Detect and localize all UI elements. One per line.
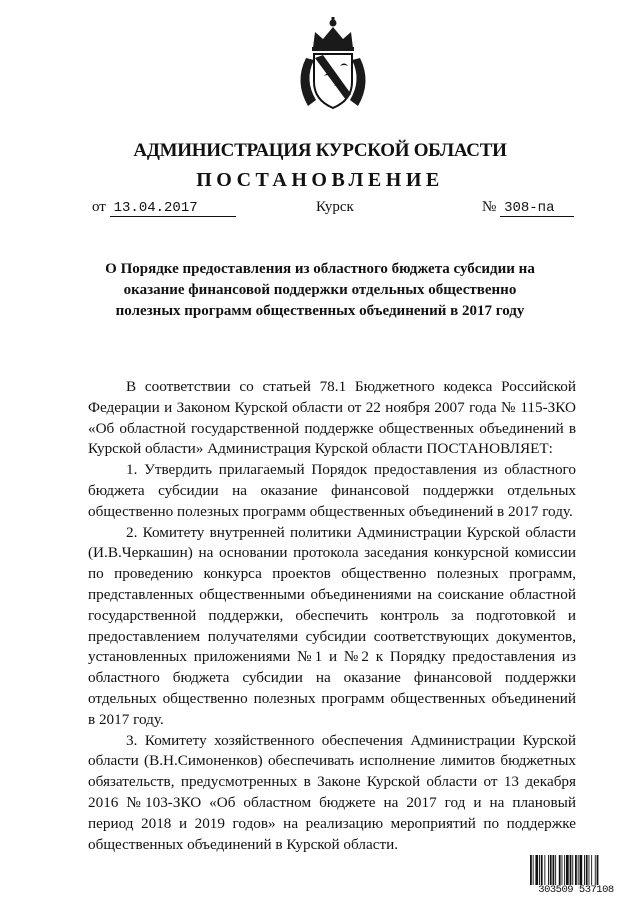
paragraph-item-3: 3. Комитету хозяйственного обеспечения Администрации Курской области (В.Н.Симоненков) обеспечивать исполнение лимитов бюджетных обязательств, предусмотренных в Законе Курской области от 13 декабря 2016 №103-ЗКО «Об областном бюджете на 2017 год и на плановый период 2018 и 2019 годов» на реализацию мероприятий по поддержке общественных объединений в Курской области. xyxy=(88,731,576,853)
paragraph-item-2: 2. Комитету внутренней политики Администрации Курской области (И.В.Черкашин) на основании протокола заседания конкурсной комиссии по проведению конкурса проектов общественно полезных программ, представленных общественными объединениями на соискание областной государственной поддержки, обеспечить контроль за подготовкой и предоставлением получателями субсидии соответствующих документов, установленных приложениями №1 и №2 к Порядку предоставления из областного бюджета субсидии на оказание финансовой поддержки отдельных общественно полезных программ общественных объединений в 2017 году. xyxy=(88,523,576,728)
paragraph-item-1: 1. Утвердить прилагаемый Порядок предоставления из областного бюджета субсидии на оказание финансовой поддержки отдельных общественно полезных программ общественных объединений в 2017 году. xyxy=(88,461,576,520)
barcode-number: 303509 537108 xyxy=(538,884,614,896)
document-body xyxy=(88,377,576,855)
barcode-bars-icon xyxy=(529,855,623,885)
document-number: 308-па xyxy=(500,200,574,217)
date-prefix: от xyxy=(92,199,106,215)
barcode xyxy=(529,855,623,897)
organization-title: АДМИНИСТРАЦИЯ КУРСКОЙ ОБЛАСТИ xyxy=(133,140,507,161)
coat-of-arms-icon xyxy=(290,14,376,112)
number-prefix: № xyxy=(482,199,497,215)
document-date: 13.04.2017 xyxy=(110,200,236,217)
number-field xyxy=(482,199,574,217)
document-subject: О Порядке предоставления из областного бюджета субсидии на оказание финансовой поддержки отдельных общественно полезных программ общественных объединений в 2017 году xyxy=(105,261,535,319)
city: Курск xyxy=(316,199,354,215)
paragraph-preamble: В соответствии со статьей 78.1 Бюджетного кодекса Российской Федерации и Законом Курской области от 22 ноября 2007 года № 115-ЗКО «Об областной государственной поддержке общественных объединений в Курской области» Администрация Курской области ПОСТАНОВЛЯЕТ: xyxy=(88,378,576,458)
document-type: ПОСТАНОВЛЕНИЕ xyxy=(196,169,444,191)
date-field xyxy=(92,199,236,217)
